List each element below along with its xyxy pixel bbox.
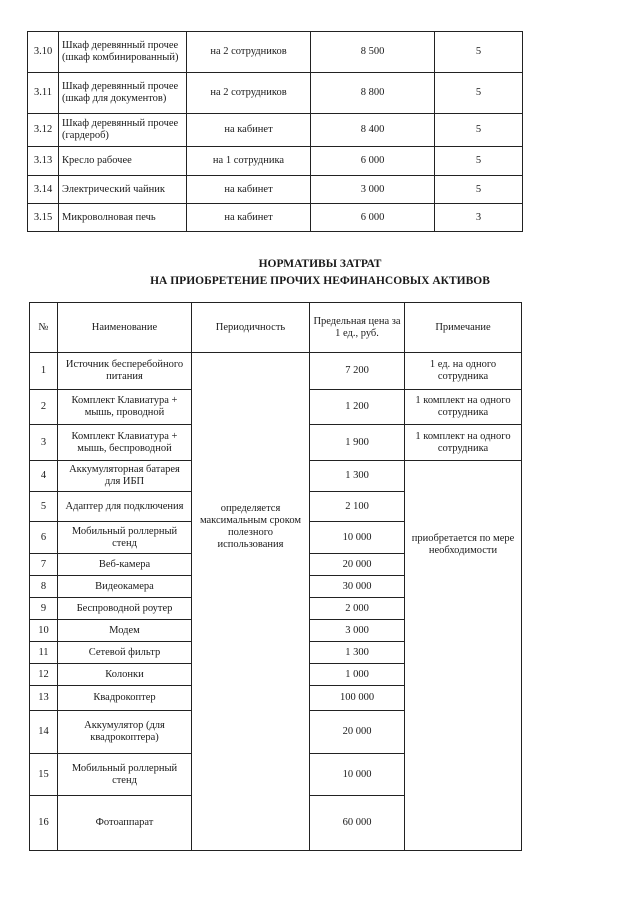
row-number: 8 [30,576,58,598]
table-row [30,353,522,390]
table-row [28,176,523,204]
item-name: Электрический чайник [59,176,187,204]
item-name: Фотоаппарат [58,796,192,851]
item-price: 8 500 [311,32,435,73]
row-number: 3.14 [28,176,59,204]
item-name: Шкаф деревянный прочее (шкаф комбинированный) [59,32,187,73]
item-price: 30 000 [310,576,405,598]
item-name: Веб-камера [58,554,192,576]
item-price: 3 000 [310,620,405,642]
row-number: 14 [30,711,58,754]
item-price: 10 000 [310,754,405,796]
item-price: 2 000 [310,598,405,620]
row-number: 1 [30,353,58,390]
item-name: Шкаф деревянный прочее (гардероб) [59,114,187,147]
item-price: 6 000 [311,147,435,176]
row-number: 4 [30,461,58,492]
item-name: Аккумулятор (для квадрокоптера) [58,711,192,754]
assets-norms-table [29,302,522,851]
note-cell: 1 комплект на одного сотрудника [405,390,522,425]
item-price: 1 300 [310,461,405,492]
item-name: Модем [58,620,192,642]
row-number: 3.15 [28,204,59,232]
section-heading-line1: НОРМАТИВЫ ЗАТРАТ [258,258,382,270]
item-price: 60 000 [310,796,405,851]
item-term: 5 [435,73,523,114]
row-number: 12 [30,664,58,686]
item-name: Адаптер для подключения [58,492,192,522]
header-number: № [30,303,58,353]
note-cell: 1 комплект на одного сотрудника [405,425,522,461]
row-number: 3.10 [28,32,59,73]
table-row [28,73,523,114]
row-number: 3.13 [28,147,59,176]
item-price: 8 400 [311,114,435,147]
item-price: 1 000 [310,664,405,686]
table-row [28,204,523,232]
item-term: 5 [435,176,523,204]
item-price: 20 000 [310,711,405,754]
item-name: Шкаф деревянный прочее (шкаф для документов) [59,73,187,114]
row-number: 15 [30,754,58,796]
item-name: Комплект Клавиатура + мышь, проводной [58,390,192,425]
item-price: 8 800 [311,73,435,114]
item-price: 20 000 [310,554,405,576]
item-price: 100 000 [310,686,405,711]
note-cell: приобретается по мере необходимости [405,461,522,851]
table-header-row [30,303,522,353]
furniture-table [27,31,523,232]
item-price: 6 000 [311,204,435,232]
header-name: Наименование [58,303,192,353]
header-price: Предельная цена за 1 ед., руб. [310,303,405,353]
row-number: 10 [30,620,58,642]
row-number: 2 [30,390,58,425]
row-number: 3 [30,425,58,461]
section-heading-line2: НА ПРИОБРЕТЕНИЕ ПРОЧИХ НЕФИНАНСОВЫХ АКТИВОВ [150,275,490,287]
item-quantity: на кабинет [187,176,311,204]
row-number: 3.11 [28,73,59,114]
item-term: 3 [435,204,523,232]
row-number: 3.12 [28,114,59,147]
item-name: Сетевой фильтр [58,642,192,664]
row-number: 16 [30,796,58,851]
item-name: Кресло рабочее [59,147,187,176]
item-quantity: на кабинет [187,114,311,147]
item-term: 5 [435,147,523,176]
item-name: Комплект Клавиатура + мышь, беспроводной [58,425,192,461]
table-row [28,114,523,147]
item-name: Мобильный роллерный стенд [58,522,192,554]
row-number: 11 [30,642,58,664]
item-price: 2 100 [310,492,405,522]
table-row [28,147,523,176]
item-name: Колонки [58,664,192,686]
item-name: Квадрокоптер [58,686,192,711]
item-price: 1 200 [310,390,405,425]
item-price: 10 000 [310,522,405,554]
item-name: Мобильный роллерный стенд [58,754,192,796]
item-price: 3 000 [311,176,435,204]
item-name: Аккумуляторная батарея для ИБП [58,461,192,492]
row-number: 5 [30,492,58,522]
header-period: Периодичность [192,303,310,353]
row-number: 6 [30,522,58,554]
item-quantity: на 2 сотрудников [187,73,311,114]
item-price: 1 300 [310,642,405,664]
item-quantity: на 1 сотрудника [187,147,311,176]
item-term: 5 [435,114,523,147]
header-note: Примечание [405,303,522,353]
item-quantity: на кабинет [187,204,311,232]
item-term: 5 [435,32,523,73]
row-number: 7 [30,554,58,576]
period-cell: определяется максимальным сроком полезного использования [192,353,310,851]
note-cell: 1 ед. на одного сотрудника [405,353,522,390]
item-price: 1 900 [310,425,405,461]
item-name: Микроволновая печь [59,204,187,232]
item-name: Беспроводной роутер [58,598,192,620]
row-number: 13 [30,686,58,711]
table-row [28,32,523,73]
item-quantity: на 2 сотрудников [187,32,311,73]
item-name: Источник бесперебойного питания [58,353,192,390]
item-price: 7 200 [310,353,405,390]
row-number: 9 [30,598,58,620]
item-name: Видеокамера [58,576,192,598]
